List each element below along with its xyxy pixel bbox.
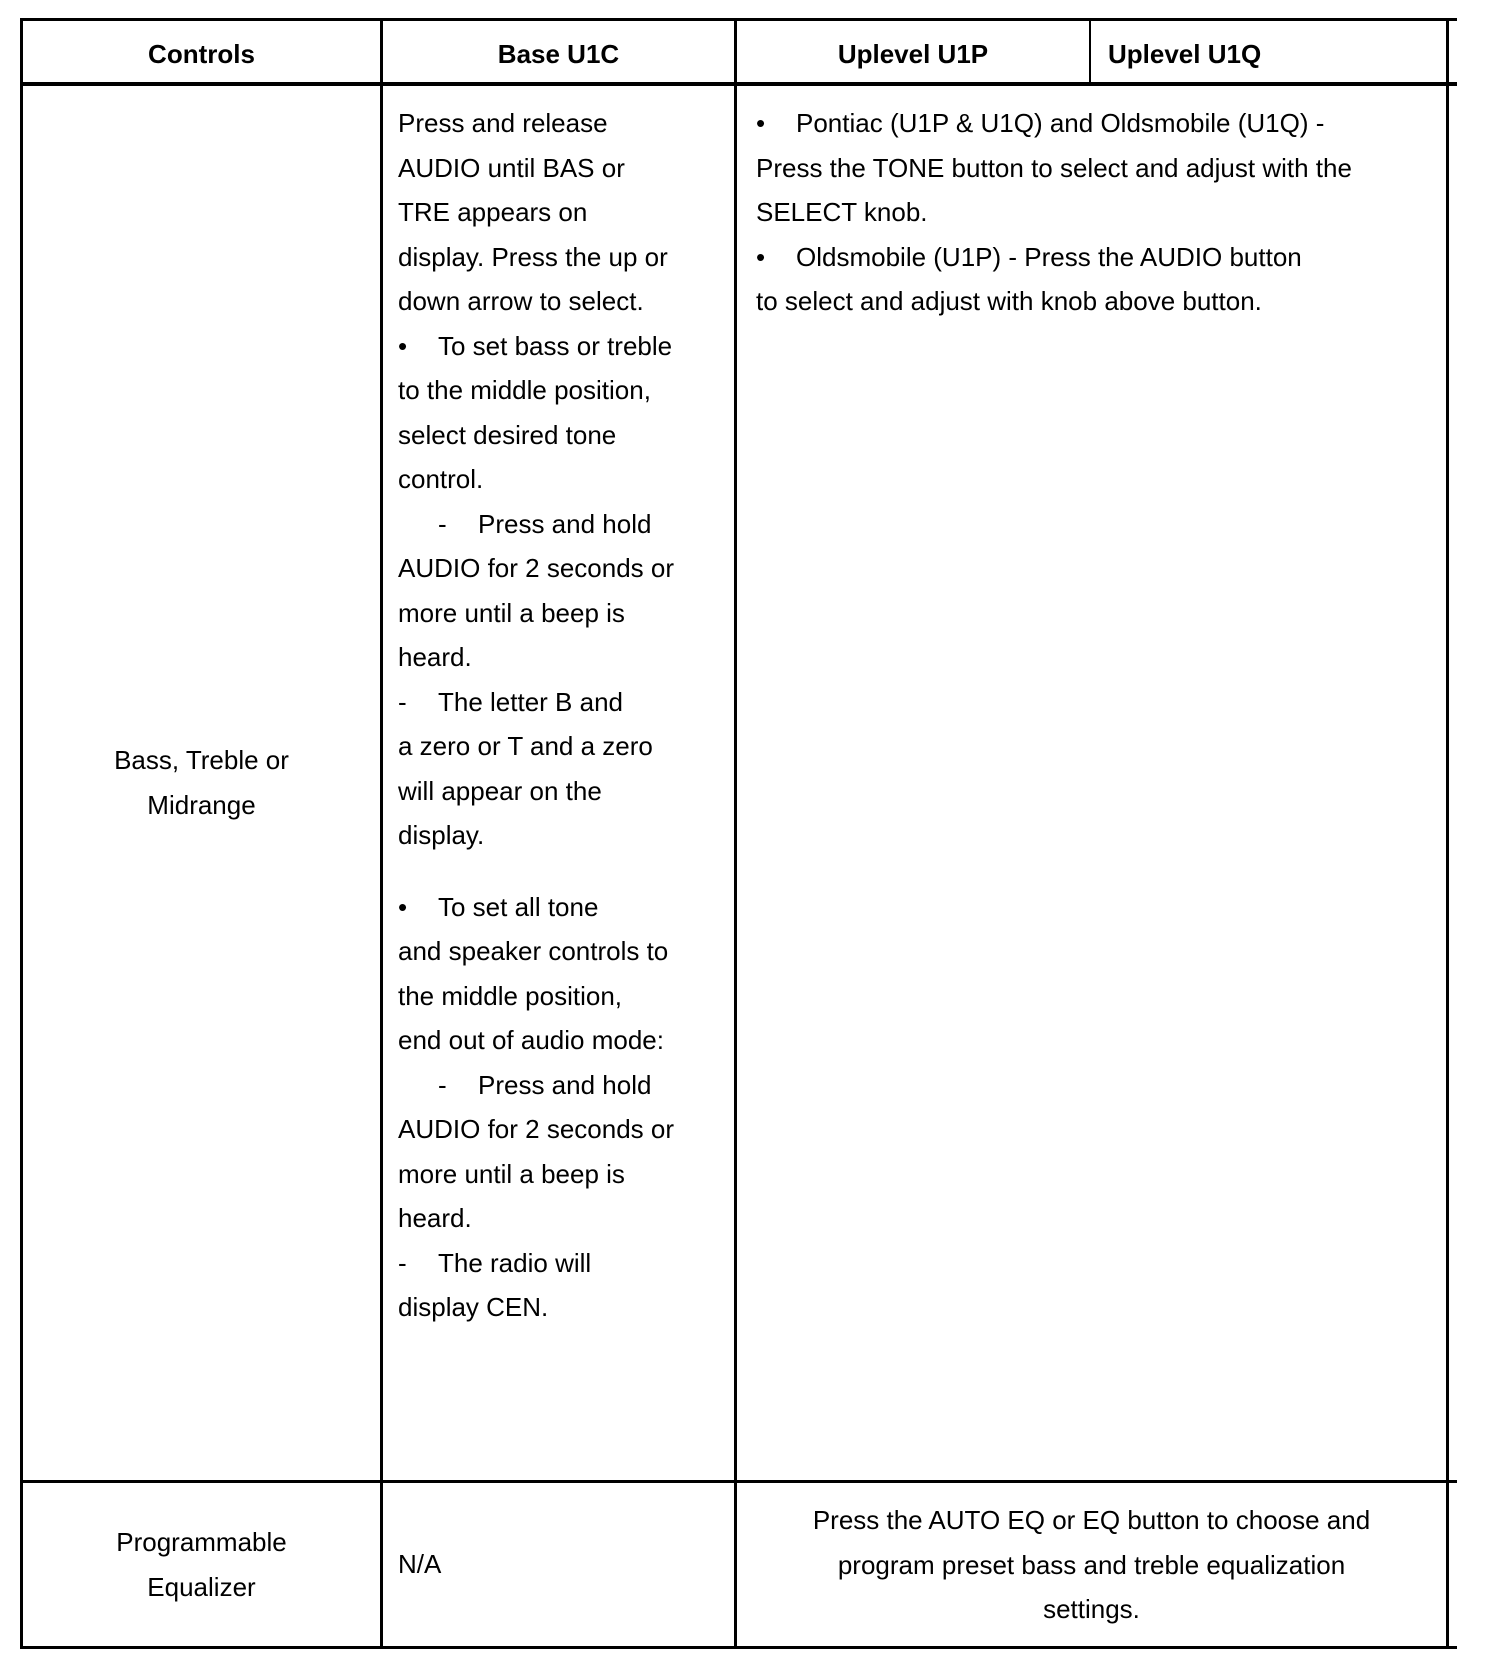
list-item: Press the TONE button to select and adjust with the: [756, 152, 1352, 183]
list-item: end out of audio mode:: [398, 1025, 664, 1055]
list-item: SELECT knob.: [756, 197, 928, 227]
list-item: to the middle position,: [398, 375, 651, 405]
list-item: [398, 324, 728, 369]
header-uplevel-u1p: Uplevel U1P: [837, 39, 989, 69]
list-item: TRE appears on: [398, 197, 588, 227]
header-controls: Controls: [148, 39, 255, 69]
list-item-text: The radio will: [438, 1247, 592, 1278]
table-left-border: [20, 18, 23, 1649]
header-divider-u1p-u1q: [1089, 18, 1091, 84]
blank-spacer: [398, 858, 728, 885]
list-item: AUDIO for 2 seconds or: [398, 553, 674, 583]
list-item-text: Pontiac (U1P & U1Q) and Oldsmobile (U1Q) -: [796, 108, 1325, 138]
dash-icon: -: [398, 1247, 407, 1278]
row2-control-label-line1: Programmable: [116, 1527, 287, 1557]
row2-control-label: [23, 1520, 380, 1609]
table-right-border: [1446, 18, 1449, 1649]
list-item: [398, 885, 728, 930]
list-item: a zero or T and a zero: [398, 731, 653, 761]
list-item: Press and release: [398, 108, 608, 138]
dash-icon: -: [438, 508, 447, 539]
list-item: and speaker controls to: [398, 936, 669, 966]
list-item-text: Oldsmobile (U1P) - Press the AUDIO button: [796, 241, 1302, 272]
list-item: display. Press the up or: [398, 241, 668, 272]
list-item: will appear on the: [398, 775, 602, 806]
row2-uplevel-line1: Press the AUTO EQ or EQ button to choose and: [812, 1505, 1371, 1535]
table-top-border: [20, 18, 1457, 21]
list-item: more until a beep is: [398, 1158, 625, 1189]
column-divider-base-uplevel: [734, 18, 737, 1649]
list-item: [756, 101, 1440, 146]
list-item: select desired tone: [398, 419, 617, 450]
list-item: heard.: [398, 642, 472, 672]
row1-control-label-line2: Midrange: [147, 789, 256, 820]
list-item: AUDIO until BAS or: [398, 152, 625, 183]
header-bottom-border: [20, 82, 1457, 86]
list-item-text: Press and hold: [478, 508, 652, 539]
row1-base-instructions: [398, 101, 728, 1330]
table-bottom-border: [20, 1646, 1457, 1649]
header-base-u1c: Base U1C: [497, 39, 620, 69]
list-item: [398, 1063, 728, 1108]
list-item: the middle position,: [398, 980, 623, 1011]
list-item: display.: [398, 820, 485, 850]
bullet-icon: •: [756, 108, 766, 138]
list-item: to select and adjust with knob above button.: [756, 286, 1262, 316]
list-item: [398, 502, 728, 547]
dash-icon: -: [438, 1069, 447, 1100]
list-item: [398, 1241, 728, 1286]
row2-uplevel-line2: program preset bass and treble equalization: [837, 1549, 1346, 1580]
list-item-text: To set all tone: [438, 891, 599, 922]
row1-uplevel-instructions: [756, 101, 1440, 324]
row2-control-label-line2: Equalizer: [147, 1571, 256, 1602]
row2-base-value: [398, 1542, 441, 1587]
list-item: [756, 235, 1440, 280]
dash-icon: -: [398, 686, 407, 717]
list-item: AUDIO for 2 seconds or: [398, 1114, 674, 1144]
list-item-text: Press and hold: [478, 1069, 652, 1100]
list-item: [398, 680, 728, 725]
row2-uplevel-line3: settings.: [1043, 1594, 1140, 1624]
list-item: heard.: [398, 1203, 472, 1233]
list-item: more until a beep is: [398, 597, 625, 628]
row1-control-label-line1: Bass, Treble or: [114, 745, 289, 775]
header-uplevel-u1q: Uplevel U1Q: [1108, 39, 1262, 69]
list-item-text: To set bass or treble: [438, 330, 673, 361]
bullet-icon: •: [756, 241, 766, 272]
row2-uplevel-description: [737, 1498, 1446, 1632]
list-item: down arrow to select.: [398, 286, 644, 316]
bullet-icon: •: [398, 330, 408, 361]
bullet-icon: •: [398, 891, 408, 922]
row2-base-na: N/A: [398, 1549, 442, 1579]
row1-control-label: [23, 738, 380, 827]
column-divider-controls-base: [380, 18, 383, 1649]
list-item: control.: [398, 464, 484, 494]
row1-bottom-border: [20, 1480, 1457, 1483]
list-item-text: The letter B and: [438, 686, 623, 717]
list-item: display CEN.: [398, 1292, 549, 1322]
